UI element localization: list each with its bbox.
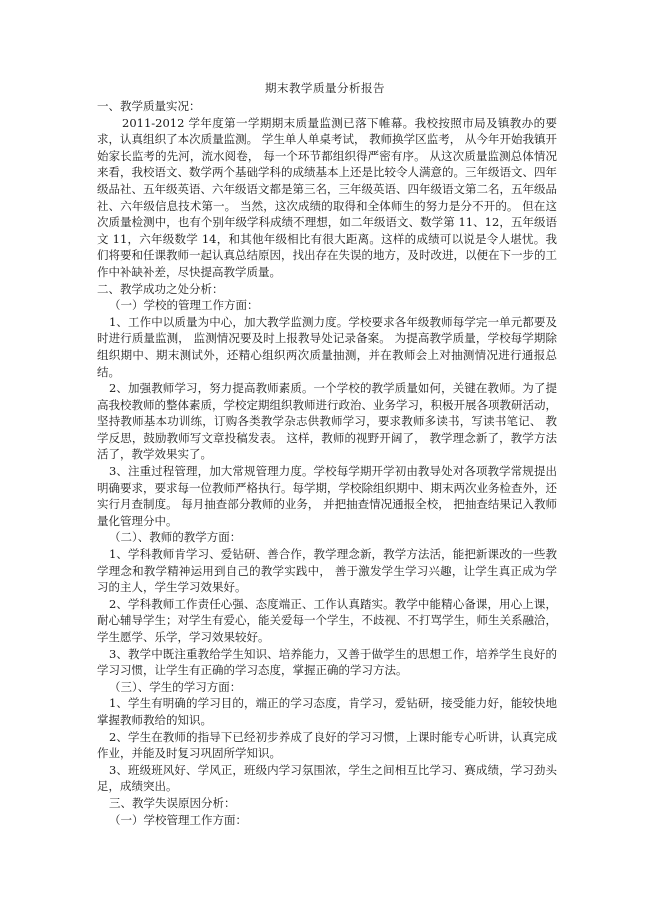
paragraph-quality-overview: 2011-2012 学年度第一学期期末质量监测已落下帷幕。我校按照市局及镇教办的要求，认真组织了本次质量监测。 学生单人单桌考试， 教师换学区监考， 从今年开始我镇开始家长监考的先河，流水阅卷， 每一个环节都组织得严密有序。 从这次质量监测总体情况来看，我校语文、数学两个基础学科的成绩基本上还是比较令人满意的。三年级语文、四年级品社、五年级英语、六年级语文都是第三名，三年级英语、四年级语文第二名，五年级品社、六年级信息技术第一。 当然，这次成绩的取得和全体师生的努力是分不开的。 但在这次质量检测中，也有个别年级学科成绩不理想，如二年级语文、数学第 11、12，五年级语文 11，六年级数学 14，和其他年级相比有很大距离。这样的成绩可以说是令人堪忧。我们将要和任课教师一起认真总结原因，找出存在失误的地方，及时改进，以便在下一步的工作中补缺补差，尽快提高教学质量。 <box>97 115 557 279</box>
subsection-heading-school-management: （一）学校的管理工作方面： <box>109 298 259 313</box>
paragraph-students-2: 2、学生在教师的指导下已经初步养成了良好的学习习惯，上课时能专心听讲，认真完成作业，并能及时复习巩固所学知识。 <box>97 729 557 761</box>
section-heading-2: 二、教学成功之处分析： <box>97 281 224 296</box>
section-heading-1: 一、教学质量实况： <box>97 99 201 113</box>
paragraph-students-1: 1、学生有明确的学习目的，端正的学习态度，肯学习，爱钻研，接受能力好，能较快地掌握教师教给的知识。 <box>97 696 557 727</box>
paragraph-teachers-1: 1、学科教师肯学习、爱钻研、善合作，教学理念新，教学方法活，能把新课改的一些教学理念和教学精神运用到自己的教学实践中， 善于激发学生学习兴趣，让学生真正成为学习的主人，学生学习效果好。 <box>97 547 557 595</box>
paragraph-teachers-3: 3、教学中既注重教给学生知识、培养能力，又善于做学生的思想工作，培养学生良好的学习习惯，让学生有正确的学习态度，掌握正确的学习方法。 <box>97 646 557 678</box>
subsection-heading-students: （三）、学生的学习方面： <box>109 679 242 694</box>
paragraph-students-3: 3、班级班风好、学风正，班级内学习氛围浓，学生之间相互比学习、赛成绩，学习劲头足，成绩突出。 <box>97 762 557 794</box>
paragraph-management-3: 3、注重过程管理，加大常规管理力度。学校每学期开学初由教导处对各项教学常规提出明确要求，要求每一位教师严格执行。每学期，学校除组织期中、期末两次业务检查外，还实行月查制度。 每月抽查部分教师的业务， 并把抽查情况通报全校， 把抽查结果记入教师量化管理分中。 <box>97 464 557 528</box>
paragraph-management-2: 2、加强教师学习，努力提高教师素质。一个学校的教学质量如何，关键在教师。为了提高我校教师的整体素质，学校定期组织教师进行政治、业务学习，积极开展各项教研活动，坚持教师基本功训练，订购各类教学杂志供教师学习，要求教师多读书，写读书笔记、 教学反思，鼓励教师写文章投稿发表。 这样，教师的视野开阔了， 教学理念新了，教学方法活了，教学效果实了。 <box>97 381 557 462</box>
section-heading-3: 三、教学失误原因分析： <box>109 795 236 810</box>
paragraph-teachers-2: 2、学科教师工作责任心强、态度端正、工作认真踏实。教学中能精心备课，用心上课，耐心辅导学生；对学生有爱心，能关爱每一个学生，不歧视、不打骂学生，师生关系融洽，学生愿学、乐学，学习效果较好。 <box>97 596 557 644</box>
page-title: 期末教学质量分析报告 <box>265 81 385 95</box>
paragraph-management-1: 1、工作中以质量为中心，加大教学监测力度。学校要求各年级教师每学完一单元都要及时进行质量监测， 监测情况要及时上报教导处记录备案。 为提高教学质量，学校每学期除组织期中、期末测试外，还精心组织两次质量抽测，并在教师会上对抽测情况进行通报总结。 <box>97 314 557 379</box>
subsection-heading-teachers: （二）、教师的教学方面： <box>109 530 242 545</box>
subsection-heading-management-issues: （一）学校管理工作方面： <box>109 812 247 827</box>
document-body <box>97 98 557 828</box>
